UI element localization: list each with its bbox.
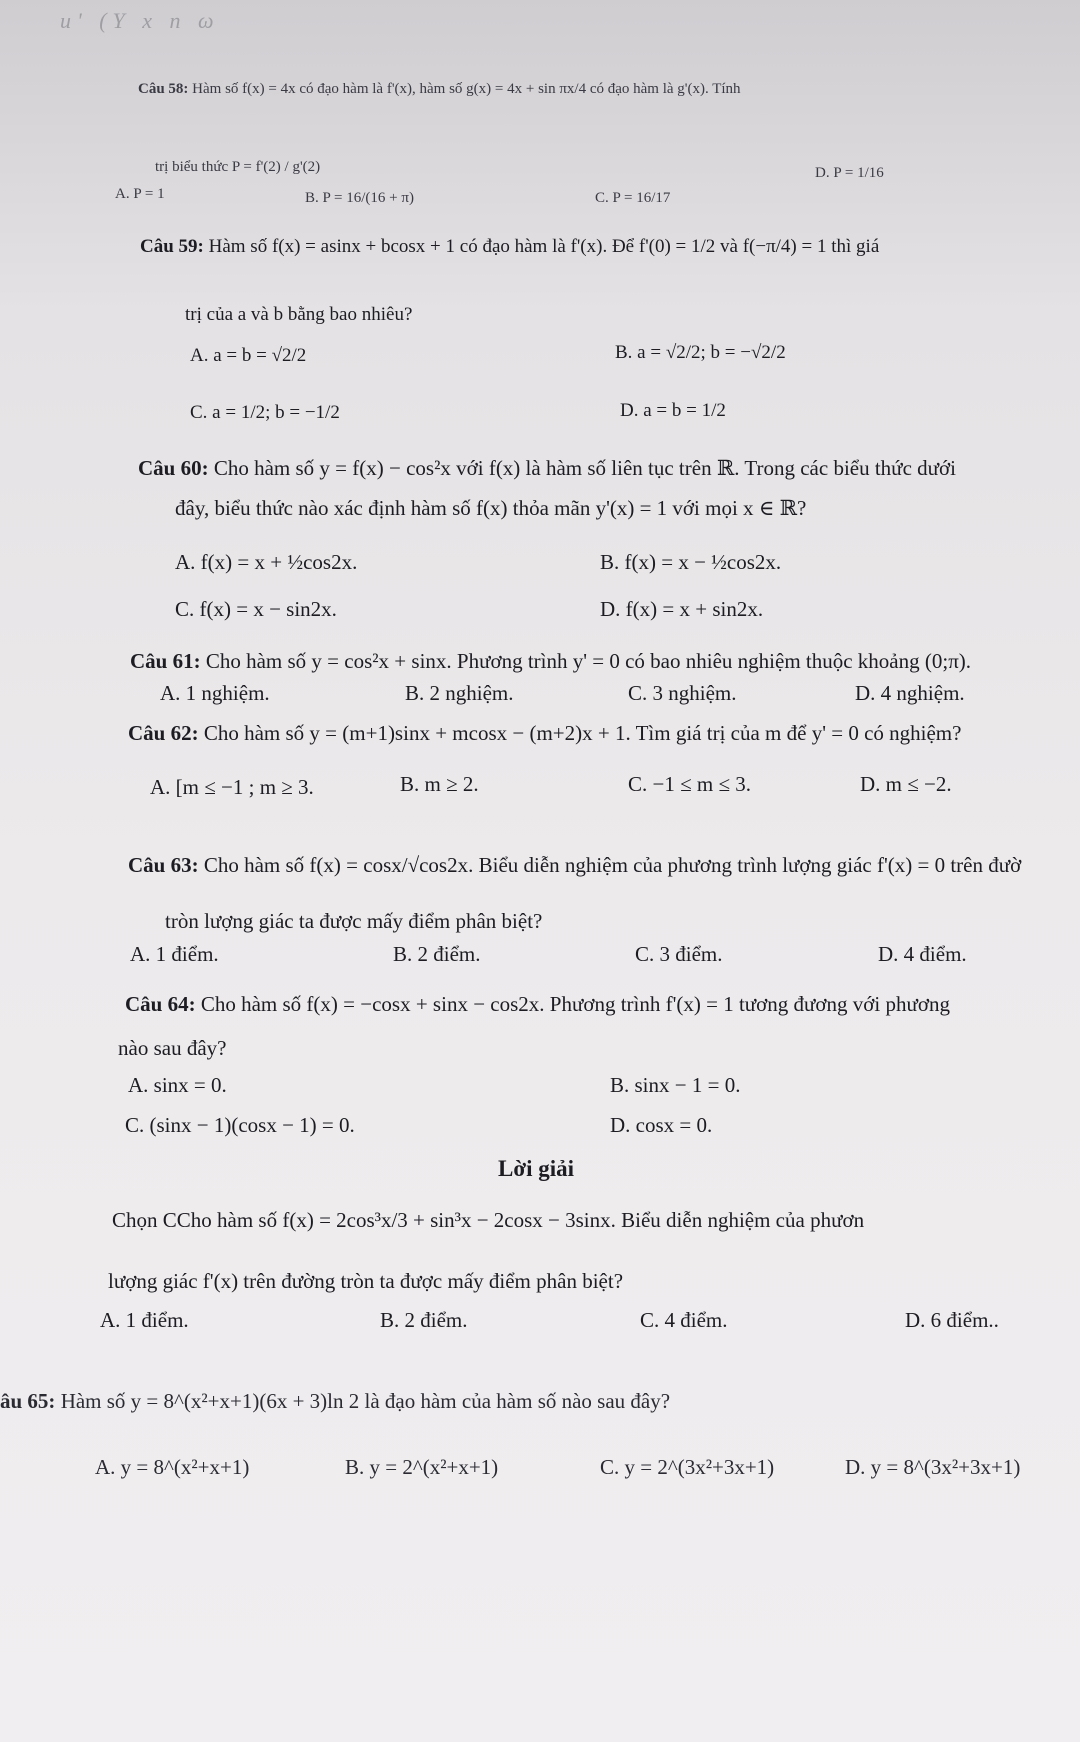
solution-text-line2: lượng giác f'(x) trên đường tròn ta được mấy điểm phân biệt? bbox=[108, 1269, 624, 1293]
option-c: C. y = 2^(3x²+3x+1) bbox=[600, 1455, 775, 1479]
option-c: C. P = 16/17 bbox=[595, 190, 671, 206]
solution-text: Chọn CCho hàm số f(x) = 2cos³x/3 + sin³x − 2cosx − 3sinx. Biểu diễn nghiệm của phươn bbox=[112, 1208, 865, 1232]
option-c: C. (sinx − 1)(cosx − 1) = 0. bbox=[125, 1113, 355, 1137]
option-d: D. 6 điểm.. bbox=[905, 1308, 999, 1332]
option-b: B. sinx − 1 = 0. bbox=[610, 1073, 741, 1097]
question-59 bbox=[140, 235, 879, 259]
question-63 bbox=[128, 852, 1021, 878]
question-text: Hàm số y = 8^(x²+x+1)(6x + 3)ln 2 là đạo hàm của hàm số nào sau đây? bbox=[60, 1389, 671, 1413]
option-d: D. 4 điểm. bbox=[878, 942, 967, 966]
option-c: C. a = 1/2; b = −1/2 bbox=[190, 402, 340, 423]
question-label: âu 65: bbox=[0, 1389, 56, 1413]
option-c: C. −1 ≤ m ≤ 3. bbox=[628, 772, 751, 796]
question-label: Câu 60: bbox=[138, 456, 209, 480]
question-text: Cho hàm số f(x) = −cosx + sinx − cos2x. Phương trình f'(x) = 1 tương đương với phương bbox=[200, 992, 950, 1016]
question-label: Câu 59: bbox=[140, 236, 204, 257]
option-a: A. 1 điểm. bbox=[130, 942, 219, 966]
option-b: B. m ≥ 2. bbox=[400, 772, 479, 796]
option-b: B. y = 2^(x²+x+1) bbox=[345, 1455, 499, 1479]
question-label: Câu 63: bbox=[128, 853, 199, 877]
option-d: D. cosx = 0. bbox=[610, 1113, 713, 1137]
option-d: D. f(x) = x + sin2x. bbox=[600, 597, 764, 621]
option-a: A. 1 điểm. bbox=[100, 1308, 189, 1332]
option-a: A. P = 1 bbox=[115, 186, 165, 202]
option-b: B. 2 nghiệm. bbox=[405, 681, 514, 705]
option-c: C. 3 điểm. bbox=[635, 942, 723, 966]
option-b: B. 2 điểm. bbox=[393, 942, 481, 966]
option-c: C. 4 điểm. bbox=[640, 1308, 728, 1332]
option-c: C. f(x) = x − sin2x. bbox=[175, 597, 337, 621]
question-59-line2: trị của a và b bằng bao nhiêu? bbox=[185, 304, 413, 325]
option-a: A. f(x) = x + ½cos2x. bbox=[175, 550, 358, 574]
question-65 bbox=[0, 1388, 670, 1414]
question-text: Hàm số f(x) = 4x có đạo hàm là f'(x), hàm số g(x) = 4x + sin πx/4 có đạo hàm là g'(x). Tính bbox=[192, 81, 741, 97]
question-62 bbox=[128, 720, 961, 746]
option-b: B. 2 điểm. bbox=[380, 1308, 468, 1332]
option-c: C. 3 nghiệm. bbox=[628, 681, 737, 705]
question-label: Câu 61: bbox=[130, 649, 201, 673]
option-b: B. f(x) = x − ½cos2x. bbox=[600, 550, 782, 574]
option-d: D. P = 1/16 bbox=[815, 165, 884, 181]
question-58 bbox=[138, 80, 741, 99]
option-a: A. sinx = 0. bbox=[128, 1073, 227, 1097]
question-60 bbox=[138, 455, 956, 481]
option-a: A. 1 nghiệm. bbox=[160, 681, 270, 705]
question-64-line2: nào sau đây? bbox=[118, 1036, 227, 1060]
option-a: A. y = 8^(x²+x+1) bbox=[95, 1455, 250, 1479]
question-text: Cho hàm số y = cos²x + sinx. Phương trình y' = 0 có bao nhiêu nghiệm thuộc khoảng (0;π). bbox=[205, 649, 972, 673]
question-60-line2: đây, biểu thức nào xác định hàm số f(x) thỏa mãn y'(x) = 1 với mọi x ∈ ℝ? bbox=[175, 496, 807, 520]
question-label: Câu 62: bbox=[128, 721, 199, 745]
option-b: B. a = √2/2; b = −√2/2 bbox=[615, 342, 786, 363]
question-text: Cho hàm số y = (m+1)sinx + mcosx − (m+2)x + 1. Tìm giá trị của m để y' = 0 có nghiệm? bbox=[203, 721, 962, 745]
question-text: Cho hàm số f(x) = cosx/√cos2x. Biểu diễn nghiệm của phương trình lượng giác f'(x) = 0 trên đườ bbox=[203, 853, 1022, 877]
question-64 bbox=[125, 991, 950, 1017]
question-63-line2: tròn lượng giác ta được mấy điểm phân biệt? bbox=[165, 909, 543, 933]
solution-title: Lời giải bbox=[498, 1156, 574, 1181]
question-label: Câu 64: bbox=[125, 992, 196, 1016]
option-d: D. a = b = 1/2 bbox=[620, 400, 726, 421]
option-d: D. y = 8^(3x²+3x+1) bbox=[845, 1455, 1021, 1479]
option-a: A. [m ≤ −1 ; m ≥ 3. bbox=[150, 775, 314, 799]
question-text: Hàm số f(x) = asinx + bcosx + 1 có đạo hàm là f'(x). Để f'(0) = 1/2 và f(−π/4) = 1 thì giá bbox=[208, 236, 880, 257]
question-58-line2: trị biểu thức P = f'(2) / g'(2) bbox=[155, 159, 321, 175]
question-61 bbox=[130, 648, 971, 674]
option-b: B. P = 16/(16 + π) bbox=[305, 190, 414, 206]
option-d: D. m ≤ −2. bbox=[860, 772, 952, 796]
option-d: D. 4 nghiệm. bbox=[855, 681, 965, 705]
question-label: Câu 58: bbox=[138, 81, 189, 97]
question-text: Cho hàm số y = f(x) − cos²x với f(x) là hàm số liên tục trên ℝ. Trong các biểu thức dưới bbox=[213, 456, 956, 480]
handwritten-scribble: u' (Y x n ω bbox=[60, 8, 220, 33]
option-a: A. a = b = √2/2 bbox=[190, 345, 307, 366]
